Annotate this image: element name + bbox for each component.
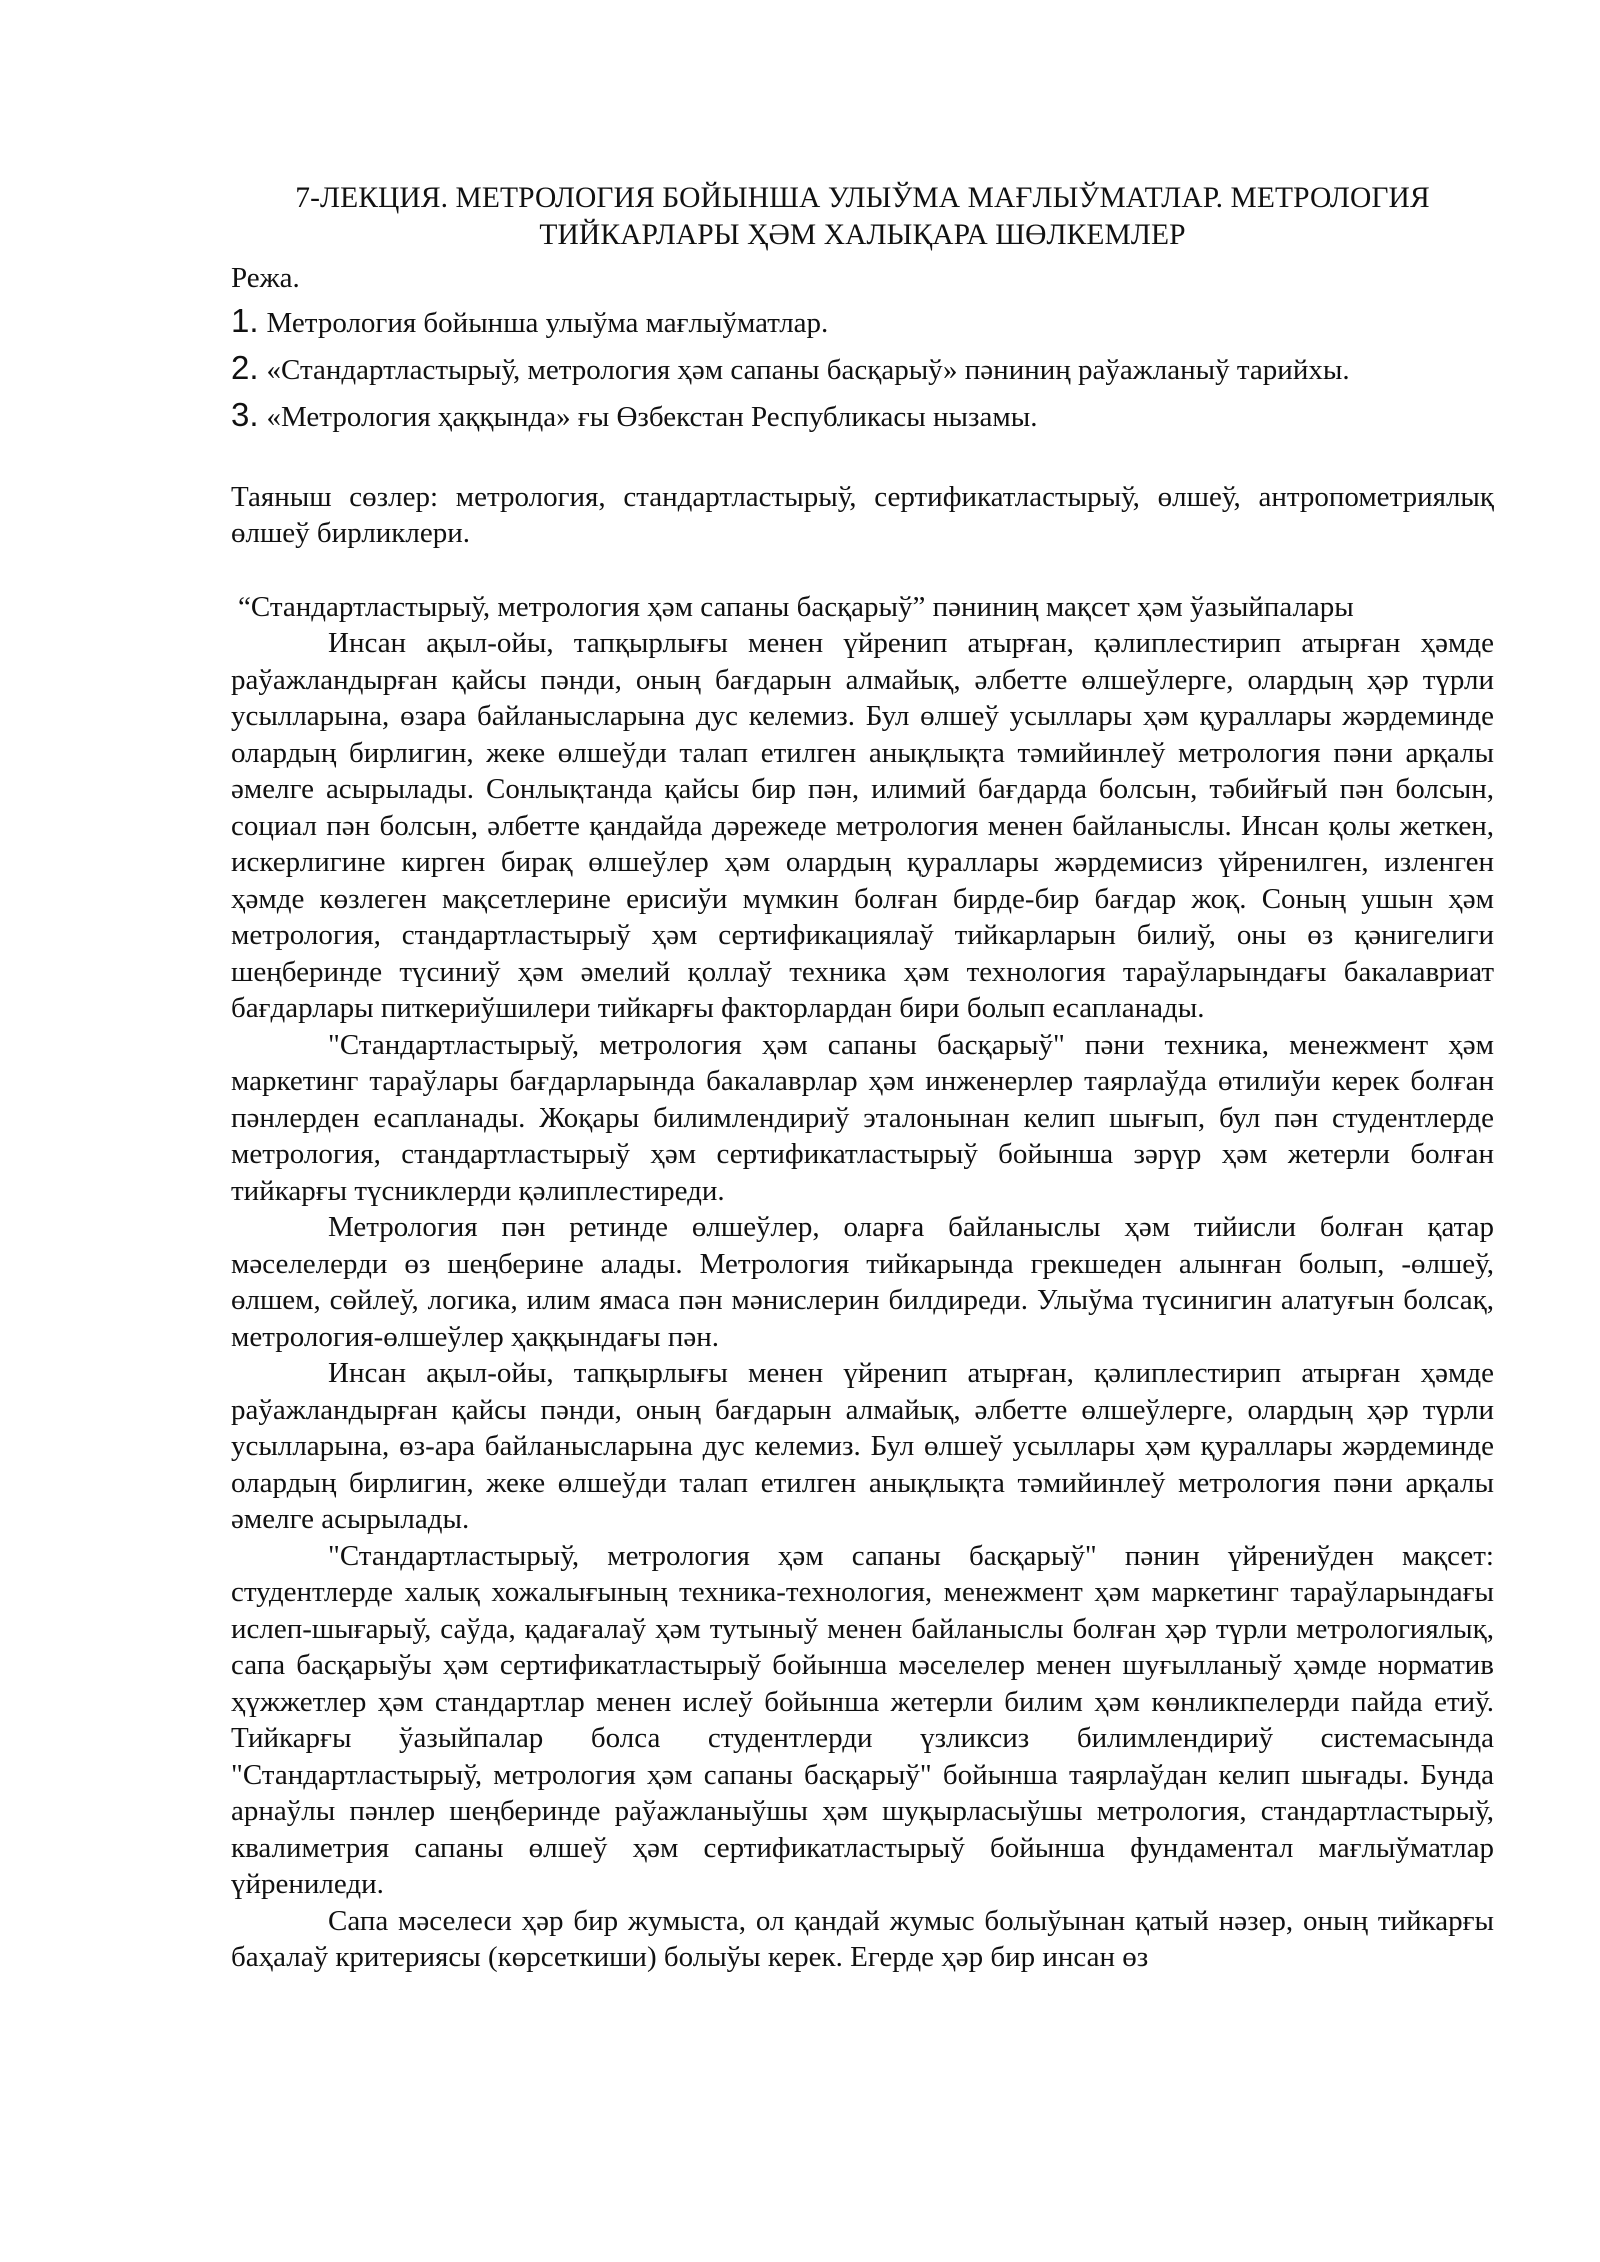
plan-item (231, 395, 1494, 437)
document-page (231, 180, 1494, 1976)
plan-item-number: 1. (231, 301, 259, 339)
page-title: 7-ЛЕКЦИЯ. МЕТРОЛОГИЯ БОЙЫНША УЛЫЎМА МАҒЛЫЎМАТЛАР. МЕТРОЛОГИЯ ТИЙКАРЛАРЫ ҲӘМ ХАЛЫҚАРА ШӨЛКЕМЛЕР (295, 182, 1430, 251)
plan-item-text: «Стандартластырыў, метрология ҳәм сапаны басқарыў» пәниниң раўажланыў тарийхы. (266, 353, 1350, 386)
plan-item-text: Метрология бойынша улыўма мағлыўматлар. (266, 306, 829, 339)
body-paragraph: Инсан ақыл-ойы, тапқырлығы менен үйренип атырған, қәлиплестирип атырған ҳәмде раўажландырған қайсы пәнди, оның бағдарын алмайық, әлбетте өлшеўлерге, олардың ҳәр түрли усылларына, өз-ара байланысларына дус келемиз. Бул өлшеў усыллары ҳәм қураллары жәрдеминде олардың бирлигин, жеке өлшеўди талап етилген анықлықта тәмийинлеў метрология пәни арқалы әмелге асырылады. (231, 1357, 1494, 1535)
body-paragraph: Сапа мәселеси ҳәр бир жумыста, ол қандай жумыс болыўынан қатый нәзер, оның тийкарғы баҳалаў критериясы (көрсеткиши) болыўы керек. Егерде ҳәр бир инсан өз (231, 1904, 1494, 1973)
plan-item-number: 2. (231, 348, 259, 386)
section-heading: “Стандартластырыў, метрология ҳәм сапаны басқарыў” пәниниң мақсет ҳәм ўазыйпалары (238, 590, 1354, 623)
plan-label: Режа. (231, 262, 300, 294)
plan-item-number: 3. (231, 395, 259, 433)
plan-item (231, 348, 1494, 390)
body-paragraph: Метрология пән ретинде өлшеўлер, оларға байланыслы ҳәм тийисли болған қатар мәселелерди өз шеңберине алады. Метрология тийкарында грекшеден алынған болып, -өлшеў, өлшем, сөйлеў, логика, илим ямаса пән мәнислерин билдиреди. Улыўма түсинигин алатуғын болсақ, метрология-өлшеўлер ҳаққындағы пән. (231, 1211, 1494, 1353)
plan-list (231, 301, 1494, 437)
plan-item (231, 301, 1494, 343)
keywords-paragraph: Таяныш сөзлер: метрология, стандартластырыў, сертификатластырыў, өлшеў, антропометриялық өлшеў бирликлери. (231, 480, 1494, 549)
plan-item-text: «Метрология ҳаққында» ғы Өзбекстан Республикасы нызамы. (266, 400, 1038, 433)
body-paragraph: Инсан ақыл-ойы, тапқырлығы менен үйренип атырған, қәлиплестирип атырған ҳәмде раўажландырған қайсы пәнди, оның бағдарын алмайық, әлбетте өлшеўлерге, олардың ҳәр түрли усылларына, өзара байланысларына дус келемиз. Бул өлшеў усыллары ҳәм қураллары жәрдеминде олардың бирлигин, жеке өлшеўди талап етилген анықлықта тәмийинлеў метрология пәни арқалы әмелге асырылады. Сонлықтанда қайсы бир пән, илимий бағдарда болсын, тәбийғый пән болсын, социал пән болсын, әлбетте қандайда дәрежеде метрология менен байланыслы. Инсан қолы жеткен, искерлигине кирген бирақ өлшеўлер ҳәм олардың қураллары жәрдемисиз үйренилген, изленген ҳәмде көзлеген мақсетлерине ерисиўи мүмкин болған бирде-бир бағдар жоқ. Соның ушын ҳәм метрология, стандартластырыў ҳәм сертификациялаў тийкарларын билиў, оны өз қәнигелиги шеңберинде түсиниў ҳәм әмелий қоллаў техника ҳәм технология тараўларындағы бакалавриат бағдарлары питкериўшилери тийкарғы факторлардан бири болып есапланады. (231, 627, 1494, 1024)
body-paragraph: "Стандартластырыў, метрология ҳәм сапаны басқарыў" пәни техника, менежмент ҳәм маркетинг тараўлары бағдарларында бакалаврлар ҳәм инженерлер таярлаўда өтилиўи керек болған пәнлерден есапланады. Жоқары билимлендириў эталонынан келип шығып, бул пән студентлерде метрология, стандартластырыў ҳәм сертификатластырыў бойынша зәрүр ҳәм жетерли болған тийкарғы түсниклерди қәлиплестиреди. (231, 1028, 1494, 1207)
body-paragraph: "Стандартластырыў, метрология ҳәм сапаны басқарыў" пәнин үйрениўден мақсет: студентлерде халық хожалығының техника-технология, менежмент ҳәм маркетинг тараўларындағы ислеп-шығарыў, саўда, қадағалаў ҳәм тутыныў менен байланыслы болған ҳәр түрли метрологиялық, сапа басқарыўы ҳәм сертификатластырыў бойынша мәселелер менен шуғылланыў ҳәмде норматив ҳүжжетлер ҳәм стандартлар менен ислеў бойынша жетерли билим ҳәм көнликпелерди пайда етиў. Тийкарғы ўазыйпалар болса студентлерди үзликсиз билимлендириў системасында "Стандартластырыў, метрология ҳәм сапаны басқарыў" бойынша таярлаўдан келип шығады. Бунда арнаўлы пәнлер шеңберинде раўажланыўшы ҳәм шуқырласыўшы метрология, стандартластырыў, квалиметрия сапаны өлшеў ҳәм сертификатластырыў бойынша фундаментал мағлыўматлар үйрениледи. (231, 1539, 1494, 1900)
